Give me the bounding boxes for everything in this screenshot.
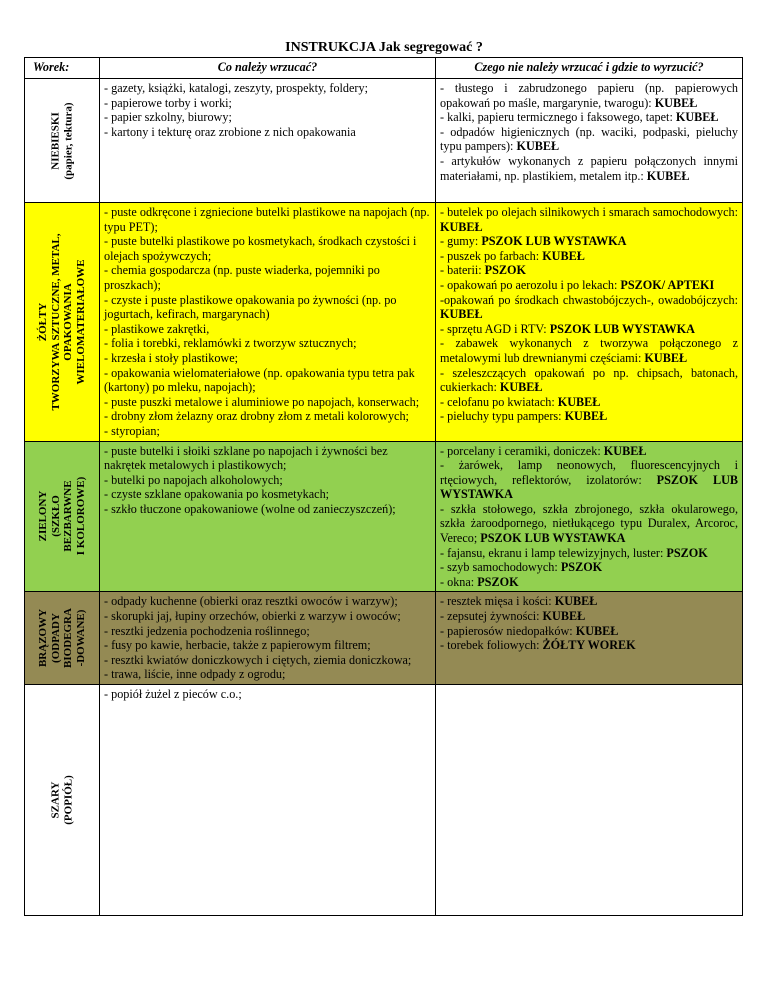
allowed-item: - czyste szklane opakowania po kosmetykach; [104,487,330,502]
row-green-bag [25,441,743,592]
forbidden-items-cell [436,441,743,592]
bag-label-line: (SZKŁO [49,495,62,538]
allowed-item: - resztki kwiatów doniczkowych i ciętych, ziemia doniczkowa; [104,652,412,667]
forbidden-item [440,234,738,249]
disposal-destination: ŻÓŁTY WOREK [542,638,636,653]
forbidden-item-text: - okna: [440,574,478,589]
forbidden-item-text: - tłustego i zabrudzonego papieru (np. papierowych opakowań po maśle, margarynie, twarogu): [440,81,738,110]
bag-label-line: ZIELONY [37,491,49,542]
row-grey-bag [25,685,743,916]
forbidden-item [440,249,738,264]
disposal-destination: KUBEŁ [654,95,698,110]
disposal-destination: PSZOK [560,560,603,575]
forbidden-item-text: -opakowań po środkach chwastobójczych-, owadobójczych: [440,292,738,307]
allowed-items-cell [100,79,436,203]
allowed-item: - szkło tłuczone opakowaniowe (wolne od zanieczyszczeń); [104,501,396,516]
row-blue-bag [25,79,743,203]
bag-label-cell [25,685,100,916]
row-brown-bag [25,592,743,685]
forbidden-item-text: - resztek mięsa i kości: [440,594,555,609]
bag-label-line: TWORZYWA SZTUCZNE, METAL, [49,233,62,411]
disposal-destination: KUBEŁ [557,394,601,409]
allowed-item: - skorupki jaj, łupiny orzechów, obierki z warzyw i owoców; [104,609,401,624]
forbidden-item-text: - kalki, papieru termicznego i faksowego, tapet: [440,110,676,125]
allowed-items-cell [100,203,436,442]
forbidden-item [440,444,738,459]
disposal-destination: PSZOK LUB WYSTAWKA [480,531,626,546]
header-bag: Worek: [25,58,100,79]
allowed-items-cell [100,685,436,916]
forbidden-item-text: - szkła stołowego, szkła zbrojonego, szkła okularowego, szkła żaroodpornego, nietłukącego typu Duralex, Arcoroc, Vereco; [440,501,738,546]
forbidden-item [440,609,738,624]
forbidden-item [440,546,738,561]
forbidden-item-text: - żarówek, lamp neonowych, fluorescencyjnych i rtęciowych, reflektorów, izolatorów: [440,458,738,487]
allowed-item: - drobny złom żelazny oraz drobny złom z metali kolorowych; [104,409,409,424]
bag-label-line: (papier, tektura) [62,101,74,180]
allowed-item: - popiół żużel z pieców c.o.; [104,687,242,701]
bag-label-line: OPAKOWANIA [62,283,74,361]
forbidden-item [440,293,738,322]
bag-label [50,775,75,825]
forbidden-item [440,336,738,365]
forbidden-item [440,624,738,639]
forbidden-item [440,458,738,502]
disposal-destination: KUBEŁ [440,307,483,322]
allowed-item: - krzesła i stoły plastikowe; [104,350,239,365]
forbidden-item [440,638,738,653]
allowed-item: - opakowania wielomateriałowe (np. opakowania typu tetra pak (kartony) po mleku, napojach); [104,365,415,395]
forbidden-item-text: - opakowań po aerozolu i po lekach: [440,277,621,292]
disposal-destination: PSZOK LUB WYSTAWKA [481,234,627,249]
forbidden-item-text: - zabawek wykonanych z tworzywa połączonego z metalowymi lub drewnianymi częściami: [440,336,738,365]
allowed-items-cell [100,441,436,592]
forbidden-item-text: - papierosów niedopałków: [440,623,576,638]
disposal-destination: PSZOK [666,545,708,560]
forbidden-items-cell [436,79,743,203]
bag-label [37,608,87,668]
forbidden-item [440,395,738,410]
forbidden-item [440,575,738,590]
allowed-item: - puste butelki plastikowe po kosmetykach, środkach czystości i olejach spożywczych; [104,234,417,263]
allowed-item: - papierowe torby i worki; [104,95,232,110]
forbidden-item-text: - porcelany i ceramiki, doniczek: [440,443,604,458]
allowed-item: - kartony i tekturę oraz zrobione z nich opakowania [104,124,356,139]
disposal-destination: KUBEŁ [554,594,598,609]
allowed-item: - czyste i puste plastikowe opakowania po żywności (np. po jogurtach, kefirach, margarynach) [104,292,397,322]
bag-label [37,233,87,410]
forbidden-item-text: - pieluchy typu pampers: [440,409,565,424]
allowed-item: - styropian; [104,423,160,438]
forbidden-items-cell [436,203,743,442]
bag-label-line: BRĄZOWY [37,609,49,668]
bag-label-line: (ODPADY [49,613,62,664]
disposal-destination: KUBEŁ [575,623,619,638]
bag-label-line: ŻÓŁTY [37,302,49,342]
forbidden-item-text: - gumy: [440,234,482,249]
header-what-not: Czego nie należy wrzucać i gdzie to wyrzucić? [436,58,743,79]
disposal-destination: KUBEŁ [542,248,585,263]
forbidden-item [440,502,738,546]
bag-label-line: SZARY [49,781,62,819]
disposal-destination: KUBEŁ [603,443,647,458]
disposal-destination: KUBEŁ [516,139,560,154]
disposal-destination: PSZOK [484,263,526,278]
forbidden-item-text: - puszek po farbach: [440,248,543,263]
allowed-item: - fusy po kawie, herbacie, także z papierowym filtrem; [104,638,371,653]
disposal-destination: PSZOK LUB WYSTAWKA [440,472,738,502]
forbidden-item [440,154,738,183]
allowed-item: - folia i torebki, reklamówki z tworzyw sztucznych; [104,336,357,351]
forbidden-item-text: - zepsutej żywności: [440,609,543,624]
forbidden-item [440,278,738,293]
forbidden-item-text: - torebek foliowych: [440,638,543,653]
disposal-destination: KUBEŁ [440,219,483,234]
disposal-destination: KUBEŁ [499,380,543,395]
bag-label-cell [25,79,100,203]
disposal-destination: PSZOK [477,574,519,589]
bag-label-line: BEZBARWNE [62,480,74,553]
allowed-item: - resztki jedzenia pochodzenia roślinnego; [104,623,310,638]
forbidden-item [440,409,738,424]
bag-label-line: BIODEGRA [62,608,74,669]
bag-label [37,477,87,556]
bag-label-line: (POPIÓŁ) [62,775,74,825]
disposal-destination: PSZOK LUB WYSTAWKA [549,321,695,336]
forbidden-item [440,263,738,278]
allowed-item: - chemia gospodarcza (np. puste wiaderka, pojemniki po proszkach); [104,263,380,292]
forbidden-item-text: - szeleszczących opakowań po np. chipsach, batonach, cukierkach: [440,365,738,395]
allowed-items-cell [100,592,436,685]
bag-label-line: WIELOMATERIAŁOWE [74,259,87,385]
allowed-item: - trawa, liście, inne odpady z ogrodu; [104,667,286,682]
forbidden-item-text: - artykułów wykonanych z papieru połączonych innymi materiałami, np. plastikiem, metalem itp.: [440,153,738,183]
bag-label [50,102,75,179]
forbidden-item-text: - butelek po olejach silnikowych i smarach samochodowych: [440,205,738,219]
page-title: INSTRUKCJA Jak segregować ? [285,40,483,55]
disposal-destination: KUBEŁ [542,609,586,624]
disposal-destination: KUBEŁ [644,350,688,365]
allowed-item: - puste odkręcone i zgniecione butelki plastikowe na napojach (np. typu PET); [104,205,430,234]
forbidden-item [440,110,738,125]
disposal-destination: PSZOK/ APTEKI [620,277,715,292]
forbidden-item [440,125,738,154]
forbidden-item-text: - szyb samochodowych: [440,560,561,575]
row-yellow-bag [25,203,743,442]
bag-label-cell [25,441,100,592]
allowed-item: - puste puszki metalowe i aluminiowe po napojach, konserwach; [104,394,420,409]
forbidden-item [440,366,738,395]
bag-label-line: NIEBIESKI [49,111,62,170]
forbidden-item [440,322,738,337]
forbidden-item-text: - sprzętu AGD i RTV: [440,321,550,336]
disposal-destination: KUBEŁ [675,110,719,125]
allowed-item: - gazety, książki, katalogi, zeszyty, prospekty, foldery; [104,81,368,95]
allowed-item: - odpady kuchenne (obierki oraz resztki owoców i warzyw); [104,594,398,609]
forbidden-item-text: - fajansu, ekranu i lamp telewizyjnych, luster: [440,545,667,560]
forbidden-items-cell [436,685,743,916]
forbidden-item [440,560,738,575]
forbidden-item [440,205,738,234]
allowed-item: - papier szkolny, biurowy; [104,110,232,125]
segregation-table [24,57,743,916]
disposal-destination: KUBEŁ [646,168,690,183]
allowed-item: - plastikowe zakrętki, [104,321,210,336]
forbidden-items-cell [436,592,743,685]
forbidden-item [440,81,738,110]
header-row [25,58,743,79]
forbidden-item-text: - odpadów higienicznych (np. waciki, podpaski, pieluchy typu pampers): [440,124,738,154]
forbidden-item-text: - baterii: [440,263,485,278]
header-what-to-throw: Co należy wrzucać? [100,58,436,79]
allowed-item: - puste butelki i słoiki szklane po napojach i żywności bez nakrętek metalowych i plastikowych; [104,443,388,473]
disposal-destination: KUBEŁ [564,409,608,424]
bag-label-cell [25,592,100,685]
forbidden-item-text: - celofanu po kwiatach: [440,394,558,409]
bag-label-line: -DOWANE) [74,609,87,667]
bag-label-line: I KOLOROWE) [74,477,87,556]
forbidden-item [440,594,738,609]
allowed-item: - butelki po napojach alkoholowych; [104,472,283,487]
bag-label-cell [25,203,100,442]
